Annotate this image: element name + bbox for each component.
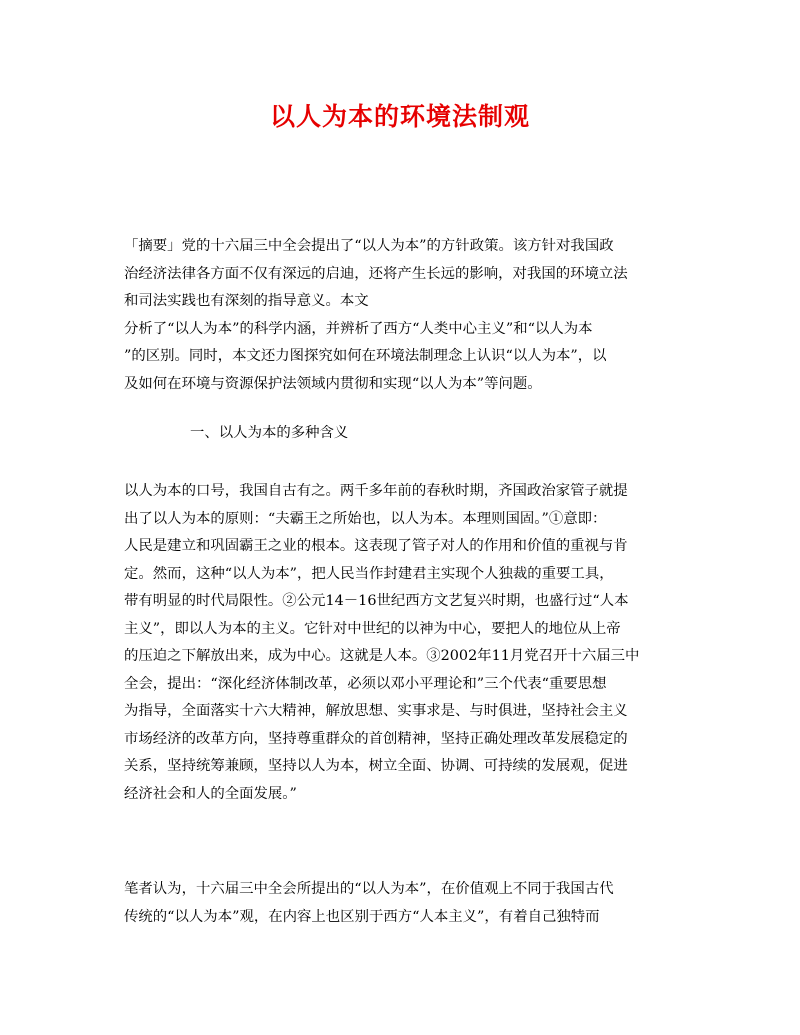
paragraph-line: 经济社会和人的全面发展。” — [124, 785, 297, 802]
paragraph-line: 带有明显的时代局限性。②公元14－16世纪西方文艺复兴时期，也盛行过“人本 — [124, 593, 629, 609]
abstract-line: 治经济法律各方面不仅有深远的启迪，还将产生长远的影响，对我国的环境立法 — [124, 265, 628, 282]
abstract-line: 和司法实践也有深刻的指导意义。本文 — [124, 293, 369, 309]
paragraph-line: 以人为本的口号，我国自古有之。两千多年前的春秋时期，齐国政治家管子就提 — [124, 483, 628, 499]
paragraph-line: 的压迫之下解放出来，成为中心。这就是人本。③2002年11月党召开十六届三中 — [124, 648, 640, 664]
abstract-line: 「摘要」党的十六届三中全会提出了“以人为本”的方针政策。该方针对我国政 — [124, 238, 614, 254]
abstract-line: 分析了“以人为本”的科学内涵，并辨析了西方“人类中心主义”和“以人为本 — [124, 320, 593, 337]
paragraph-line: 人民是建立和巩固霸王之业的根本。这表现了管子对人的作用和价值的重视与肯 — [124, 538, 628, 554]
section-heading: 一、以人为本的多种含义 — [190, 425, 349, 441]
paragraph-2 — [124, 876, 680, 931]
paragraph-line: 传统的“以人为本”观，在内容上也区别于西方“人本主义”，有着自己独特而 — [124, 908, 600, 925]
paragraph-line: 定。然而，这种“以人为本”，把人民当作封建君主实现个人独裁的重要工具， — [124, 565, 614, 582]
abstract-line: 及如何在环境与资源保护法领域内贯彻和实现“以人为本”等问题。 — [124, 375, 542, 392]
paragraph-line: 出了以人为本的原则：“夫霸王之所始也，以人为本。本理则国固。”①意即： — [124, 510, 607, 527]
paragraph-line: 关系，坚持统筹兼顾，坚持以人为本，树立全面、协调、可持续的发展观，促进 — [124, 758, 628, 774]
document-title: 以人为本的环境法制观 — [269, 102, 530, 131]
section-heading-block — [124, 420, 680, 448]
abstract-line: ”的区别。同时，本文还力图探究如何在环境法制理念上认识“以人为本”，以 — [124, 348, 607, 364]
paragraph-1 — [124, 478, 680, 808]
abstract — [124, 233, 680, 398]
paragraph-line: 为指导，全面落实十六大精神，解放思想、实事求是、与时俱进，坚持社会主义 — [124, 703, 628, 719]
paragraph-line: 全会，提出：“深化经济体制改革，必须以邓小平理论和”三个代表“重要思想 — [124, 675, 607, 692]
paragraph-line: 市场经济的改革方向，坚持尊重群众的首创精神，坚持正确处理改革发展稳定的 — [124, 730, 628, 747]
paragraph-line: 笔者认为，十六届三中全会所提出的“以人为本”，在价值观上不同于我国古代 — [124, 881, 614, 897]
paragraph-line: 主义”，即以人为本的主义。它针对中世纪的以神为中心，要把人的地位从上帝 — [124, 620, 621, 637]
